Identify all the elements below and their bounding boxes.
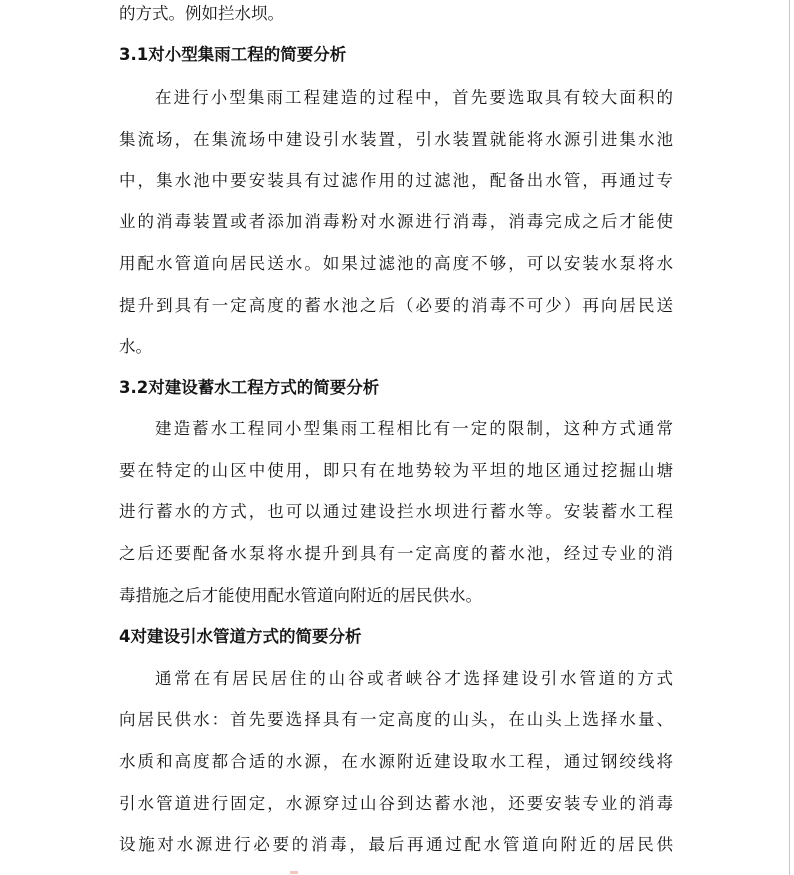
- section-heading-3-2: 3.2对建设蓄水工程方式的简要分析: [119, 378, 380, 397]
- paragraph-line: 毒措施之后才能使用配水管道向附近的居民供水。: [119, 586, 482, 605]
- paragraph-line: 中，集水池中要安装具有过滤作用的过滤池，配备出水管，再通过专: [119, 171, 673, 190]
- paragraph-line: 建造蓄水工程同小型集雨工程相比有一定的限制，这种方式通常: [155, 419, 673, 438]
- paragraph-line: 集流场，在集流场中建设引水装置，引水装置就能将水源引进集水池: [119, 130, 673, 149]
- paragraph-line: 用配水管道向居民送水。如果过滤池的高度不够，可以安装水泵将水: [119, 254, 673, 273]
- paragraph-line: 水。: [119, 337, 152, 356]
- paragraph-line: 要在特定的山区中使用，即只有在地势较为平坦的地区通过挖掘山塘: [119, 461, 673, 480]
- paragraph-line: 提升到具有一定高度的蓄水池之后（必要的消毒不可少）再向居民送: [119, 296, 673, 315]
- paragraph-line: 之后还要配备水泵将水提升到具有一定高度的蓄水池，经过专业的消: [119, 544, 673, 563]
- section-heading-4: 4对建设引水管道方式的简要分析: [119, 627, 362, 646]
- paragraph-line: 水质和高度都合适的水源，在水源附近建设取水工程，通过钢绞线将: [119, 752, 673, 771]
- paragraph-line: 引水管道进行固定，水源穿过山谷到达蓄水池，还要安装专业的消毒: [119, 794, 673, 813]
- page-edge-mark: [290, 871, 298, 874]
- paragraph-line: 进行蓄水的方式，也可以通过建设拦水坝进行蓄水等。安装蓄水工程: [119, 502, 673, 521]
- paragraph-line: 在进行小型集雨工程建造的过程中，首先要选取具有较大面积的: [155, 88, 673, 107]
- paragraph-line: 业的消毒装置或者添加消毒粉对水源进行消毒，消毒完成之后才能使: [119, 212, 673, 231]
- page-border: [789, 0, 790, 875]
- paragraph-line: 的方式。例如拦水坝。: [119, 4, 284, 23]
- section-heading-3-1: 3.1对小型集雨工程的简要分析: [119, 45, 347, 64]
- paragraph-line: 设施对水源进行必要的消毒，最后再通过配水管道向附近的居民供: [119, 835, 673, 854]
- paragraph-line: 向居民供水：首先要选择具有一定高度的山头，在山头上选择水量、: [119, 710, 673, 729]
- paragraph-line: 通常在有居民居住的山谷或者峡谷才选择建设引水管道的方式: [155, 669, 673, 688]
